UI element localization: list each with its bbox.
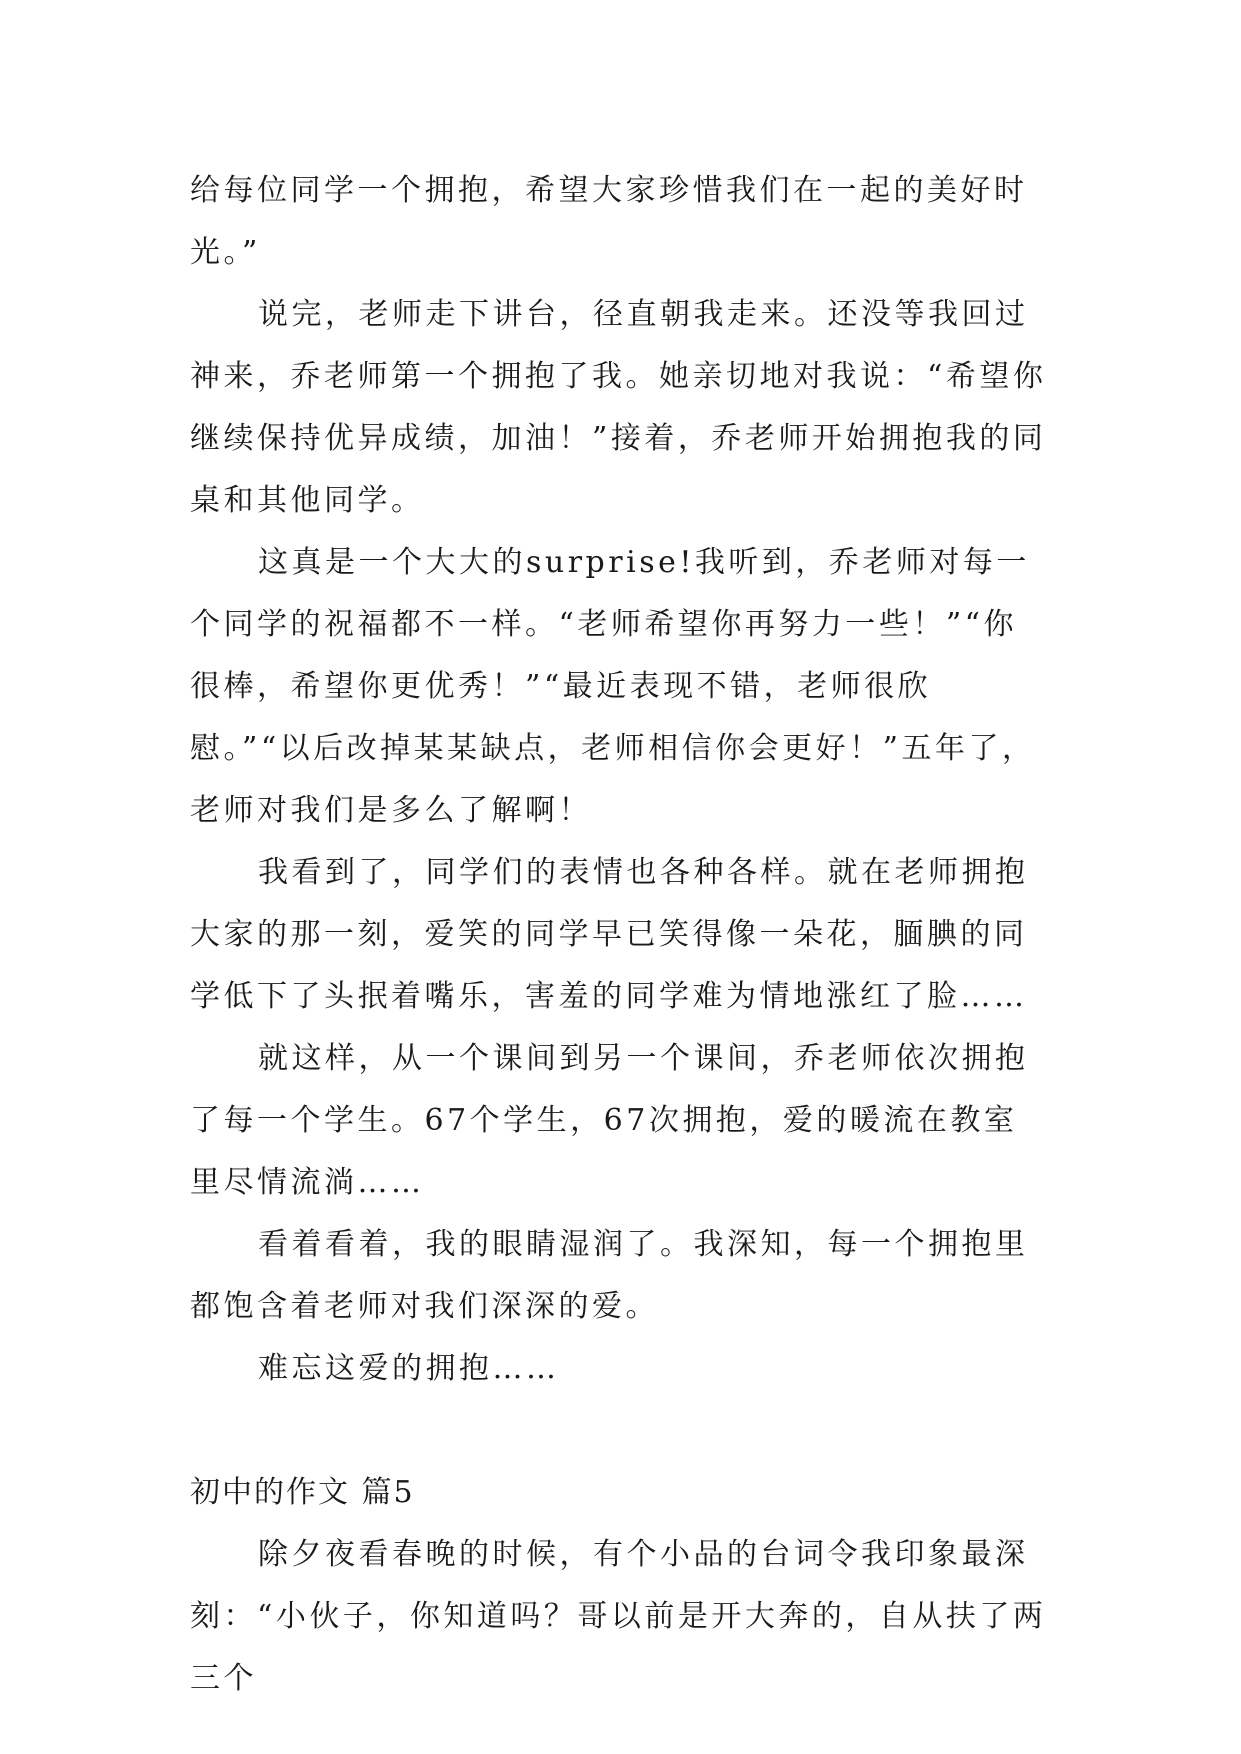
paragraph-3: 这真是一个大大的surprise!我听到，乔老师对每一个同学的祝福都不一样。“老师希望你再努力一些！”“你很棒，希望你更优秀！”“最近表现不错，老师很欣慰。”“以后改掉某某缺点，老师相信你会更好！”五年了，老师对我们是多么了解啊！ (190, 545, 1036, 828)
paragraph-7: 难忘这爱的拥抱…… (258, 1351, 560, 1386)
paragraph-1: 给每位同学一个拥抱，希望大家珍惜我们在一起的美好时光。” (190, 173, 1028, 270)
paragraph-4: 我看到了，同学们的表情也各种各样。就在老师拥抱大家的那一刻，爱笑的同学早已笑得像一朵花，腼腆的同学低下了头抿着嘴乐，害羞的同学难为情地涨红了脸…… (190, 855, 1029, 1014)
document-body (190, 160, 1050, 1710)
paragraph-5: 就这样，从一个课间到另一个课间，乔老师依次拥抱了每一个学生。67个学生，67次拥抱，爱的暖流在教室里尽情流淌…… (190, 1041, 1029, 1200)
paragraph-6: 看着看着，我的眼睛湿润了。我深知，每一个拥抱里都饱含着老师对我们深深的爱。 (190, 1227, 1029, 1324)
paragraph-2: 说完，老师走下讲台，径直朝我走来。还没等我回过神来，乔老师第一个拥抱了我。她亲切地对我说：“希望你继续保持优异成绩，加油！”接着，乔老师开始拥抱我的同桌和其他同学。 (190, 297, 1047, 518)
section-paragraph-1: 除夕夜看春晚的时候，有个小品的台词令我印象最深刻：“小伙子，你知道吗？哥以前是开大奔的，自从扶了两三个 (190, 1537, 1047, 1696)
section-heading: 初中的作文 篇5 (190, 1475, 415, 1510)
